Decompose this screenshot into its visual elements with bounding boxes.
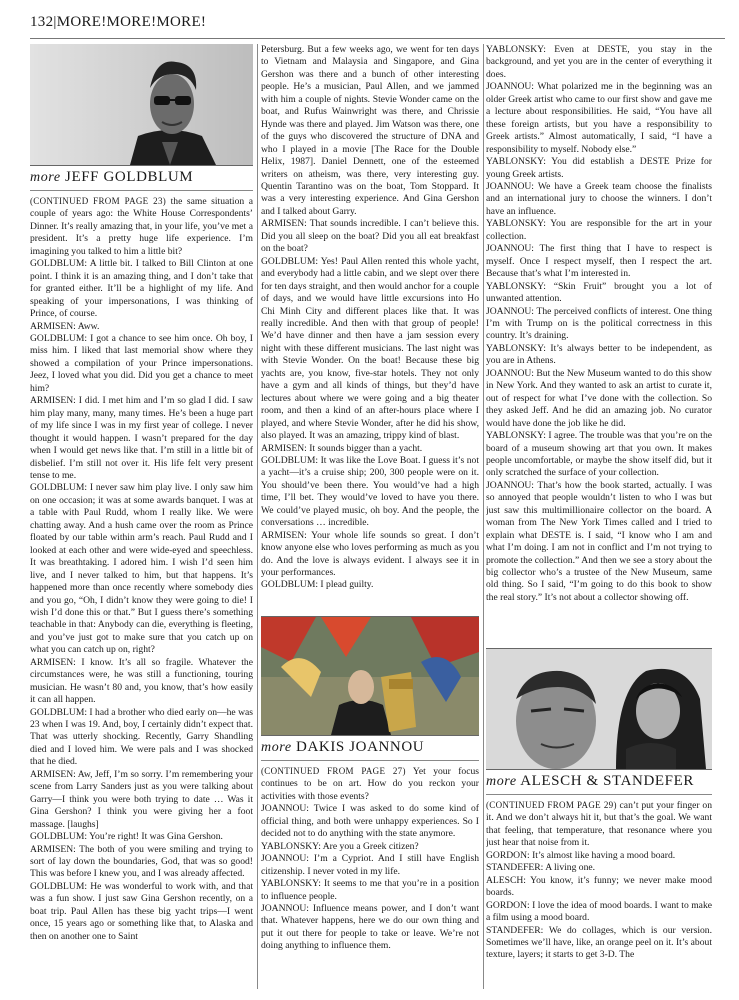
paragraph: GOLDBLUM: I got a chance to see him once. Oh boy, I miss him. I liked that last memorial show where they showed a compilation of your Prince impersonations. Jeez, I loved what you did. Did you get a chance to meet him? [30,332,253,394]
paragraph: YABLONSKY: You are responsible for the art in your collection. [486,218,712,242]
paragraph: GOLDBLUM: You’re right! It was Gina Gershon. [30,831,223,843]
column-divider [257,44,258,989]
paragraph: JOANNOU: I’m a Cypriot. And I still have English citizenship. I never voted in my life. [261,853,479,877]
paragraph: (CONTINUED FROM PAGE 29) can’t put your finger on it. And we don’t always hit it, but that’s the goal. We want that feeling, that temperature, that resonance where you just hear that noise from it. [486,800,712,849]
alesch-standefer-text [486,799,712,962]
goldblum-heading: more JEFF GOLDBLUM [30,166,253,191]
paragraph: Petersburg. But a few weeks ago, we went for ten days to Vietnam and Malaysia and Singapore, and Gina Gershon was there and a bunch of other interesting people. He’s a musician, Paul Allen, and we jammed with him a couple of nights. Stevie Wonder came on the boat, and Rufus Wainwright was there, and Chrissie Hynde was there and played. Jim Watson was there, one of the guys who discovered the structure of DNA and who I played in a movie [The Race for the Double Helix, 1987]. Daniel Dennett, one of the esteemed writers on atheism, was there, very interesting guy. Quentin Tarantino was on the boat, Tom Stoppard. It was a very interesting experience. And Gina Gershon and I talked about Garry. [261,44,479,217]
paragraph: ARMISEN: That sounds incredible. I can’t believe this. Did you all sleep on the boat? Did you all eat breakfast on the boat? [261,218,479,255]
paragraph: (CONTINUED FROM PAGE 27) Yet your focus continues to be on art. How do you reckon your activities with those events? [261,766,479,802]
paragraph: GOLDBLUM: He was wonderful to work with, and that was a fun show. I just saw Gina Gershon recently, on a boat trip. Paul Allen has these big yacht trips—I went once, 15 years ago or something like that, to Alaska and then on another one to Saint [30,880,253,942]
paragraph: YABLONSKY: You did establish a DESTE Prize for young Greek artists. [486,156,712,180]
paragraph: ARMISEN: I did. I met him and I’m so glad I did. I saw him play many, many, many times. He’s been a huge part of my life since I was in my first year of college. I never thought it would happen. I wasn’t prepared for the day when I would get news like that. I’m still in a little bit of disbelief. I’m still not over it. His life felt very present tense to me. [30,395,253,481]
paragraph: JOANNOU: We have a Greek team choose the finalists and an international jury to choose the winners. I don’t have an influence. [486,180,712,217]
joannou-portrait-image [261,617,479,735]
goldblum-photo [30,44,253,166]
paragraph: STANDEFER: We do collages, which is our version. Sometimes we’ll have, like, an orange peel on it. It’s about texture, layers; it starts to get 3-D. The [486,924,712,961]
paragraph: ARMISEN: Your whole life sounds so great. I don’t know anyone else who loves performing as much as you do. And the love is always evident. I always see it in your performances. [261,529,479,579]
paragraph: YABLONSKY: Are you a Greek citizen? [261,840,419,852]
alesch-standefer-portrait-image [486,649,712,769]
paragraph: GOLDBLUM: I plead guilty. [261,579,374,591]
folio: 132|MORE!MORE!MORE! [30,14,207,30]
column-divider [483,44,484,989]
paragraph: GOLDBLUM: I had a brother who died early on—he was 23 when I was 19. And, boy, I certainly didn’t expect that. That was utterly shocking. Recently, Garry Shandling died and I loved him. We were pals and I was shocked that he died. [30,706,253,768]
paragraph: STANDEFER: A living one. [486,862,596,874]
middle-column [261,44,479,989]
top-rule [30,38,725,39]
paragraph: JOANNOU: What polarized me in the beginning was an older Greek artist who came to our first show and gave me a lecture about responsibilities. He said, “You have all these foreign artists, but you have a responsibility to Greek artists.” Almost automatically, I said, “I have a responsibility to myself. Nobody else.” [486,81,712,155]
paragraph: ARMISEN: I know. It’s all so fragile. Whatever the circumstances were, he was still a functioning, touring musician. He wasn’t 80 and, you know, that’s how easily it can all happen. [30,656,253,706]
paragraph: JOANNOU: The first thing that I have to respect is myself. Once I respect myself, then I respect the art. Because that’s what I’m interested in. [486,243,712,280]
paragraph: ARMISEN: It sounds bigger than a yacht. [261,442,423,454]
joannou-continued-text [486,44,712,644]
paragraph: JOANNOU: Twice I was asked to do some kind of official thing, and both were unhappy experiences. So I decided not to do anything with the state anymore. [261,803,479,840]
paragraph: YABLONSKY: It seems to me that you’re in a position to influence people. [261,878,479,902]
paragraph: YABLONSKY: Even at DESTE, you stay in the background, and yet you are in the center of everything it does. [486,44,712,80]
paragraph: JOANNOU: Influence means power, and I don’t want that. Whatever happens, here we do our own thing and put it out there for people to take or leave. We’re not doing anything to influence them. [261,902,479,952]
right-column [486,44,712,989]
paragraph: YABLONSKY: I agree. The trouble was that you’re on the board of a museum showing art that you own. It makes people uncomfortable, or maybe the show itself did, but it only scratched the surface of your collection. [486,430,712,479]
paragraph: GORDON: It’s almost like having a mood board. [486,849,676,861]
alesch-standefer-heading: more ALESCH & STANDEFER [486,770,712,795]
paragraph: GOLDBLUM: Yes! Paul Allen rented this whole yacht, and everybody had a little cabin, and we slept over there for ten days straight, and then would anchor for a couple of days, and we would have little excursions into Ho Chi Minh City and different places like that. It was really incredible. And then with that group of people! We’d have dinner and then have a jam session every night with these different musicians. The last night was with Stevie Wonder. On the boat! Because these big yachts are, you know, five-star hotels. They not only have a gym and all kinds of things, but they’d have lectures about where we were going and a big theater room, and then a kind of an after-hours place where I played, and where Stevie Wonder, after he did his show, also played. It was an amazing, trippy kind of blast. [261,255,479,442]
paragraph: (CONTINUED FROM PAGE 23) the same situation a couple of years ago: the White House Correspondents’ Dinner. It’s really amazing that, in your life, you’ve met a president. It’s a pretty huge life experience. I’m imagining you talked to him a little bit? [30,196,253,257]
goldblum-column [30,44,253,989]
alesch-standefer-photo [486,648,712,770]
paragraph: YABLONSKY: It’s always better to be independent, as you are in Athens. [486,342,712,367]
paragraph: ARMISEN: The both of you were smiling and trying to sort of lay down the boundaries, God, that was so good! This was before I knew you, and I was already affected. [30,843,253,880]
paragraph: GOLDBLUM: It was like the Love Boat. I guess it’s not a yacht—it’s a cruise ship; 200, 300 people were on it. You should’ve been there. You would’ve had a high time, I’ll bet. They would’ve loved to have you there. We could’ve played music, oh boy. And the people, the conversations … incredible. [261,454,479,529]
paragraph: JOANNOU: But the New Museum wanted to do this show in New York. And they wanted to ask an artist to curate it, out of respect for what I’ve done with the collection. So they asked Jeff. And he did an amazing job. No curator would have done the job like he did. [486,367,712,429]
joannou-photo [261,616,479,736]
paragraph: GORDON: I love the idea of mood boards. I want to make a film using a mood board. [486,899,712,924]
paragraph: YABLONSKY: “Skin Fruit” brought you a lot of unwanted attention. [486,280,712,305]
paragraph: ARMISEN: Aww. [30,320,100,332]
joannou-heading: more DAKIS JOANNOU [261,736,479,761]
paragraph: ALESCH: You know, it’s funny; we never make mood boards. [486,874,712,899]
paragraph: JOANNOU: The perceived conflicts of interest. One thing I’m with Trump on is the political correctness in this country. It’s draining. [486,305,712,342]
goldblum-portrait-image [30,44,253,165]
paragraph: GOLDBLUM: I never saw him play live. I only saw him on one occasion; it was at some awards banquet. I was at a table with Paul Rudd, whom I really like. We were chatting away. And a hush came over the room as Prince floated by our table within arm’s reach. Paul Rudd and I looked at each other and were wide-eyed and speechless. It was breathtaking. I adored him. I wish I’d seen him live, and I never talked to him, but that happens. It’s happened more than once recently where somebody dies and you go, “Oh, I didn’t know they were going to die! I wish I’d done this or that.” But I guess there’s something teachable in that: Anybody can die, everything is fleeting, and you’ve just got to make sure that you catch up on what you can catch up on, right? [30,482,253,656]
paragraph: GOLDBLUM: A little bit. I talked to Bill Clinton at one point. I think it is an amazing thing, and I don’t take that for granted either. It’ll be a highlight of my life. And speaking of your impersonations, I was thinking of Prince, of course. [30,258,253,320]
paragraph: JOANNOU: That’s how the book started, actually. I was so annoyed that people wouldn’t listen to who I was but just saw this multimillionaire collector on the board. A woman from The New York Times called and I tried to explain what DESTE is. I said, “I know who I am and what I’m doing. I am not in conflict and I’m not trying to promote the collection.” And then we see a story about the big collector who’s a trustee of the New Museum, same old thing. So I said, “I’m going to do this book to show the real story.” It’s not about a collector showing off. [486,479,712,603]
goldblum-continued-text [261,44,479,612]
goldblum-text [30,195,253,943]
paragraph: ARMISEN: Aw, Jeff, I’m so sorry. I’m remembering your scene from Larry Sanders just as you were talking about Garry—I think you were both trying to date … Was it Gina Gershon? I think you were giving her a foot massage. [laughs] [30,768,253,830]
joannou-text [261,765,479,953]
